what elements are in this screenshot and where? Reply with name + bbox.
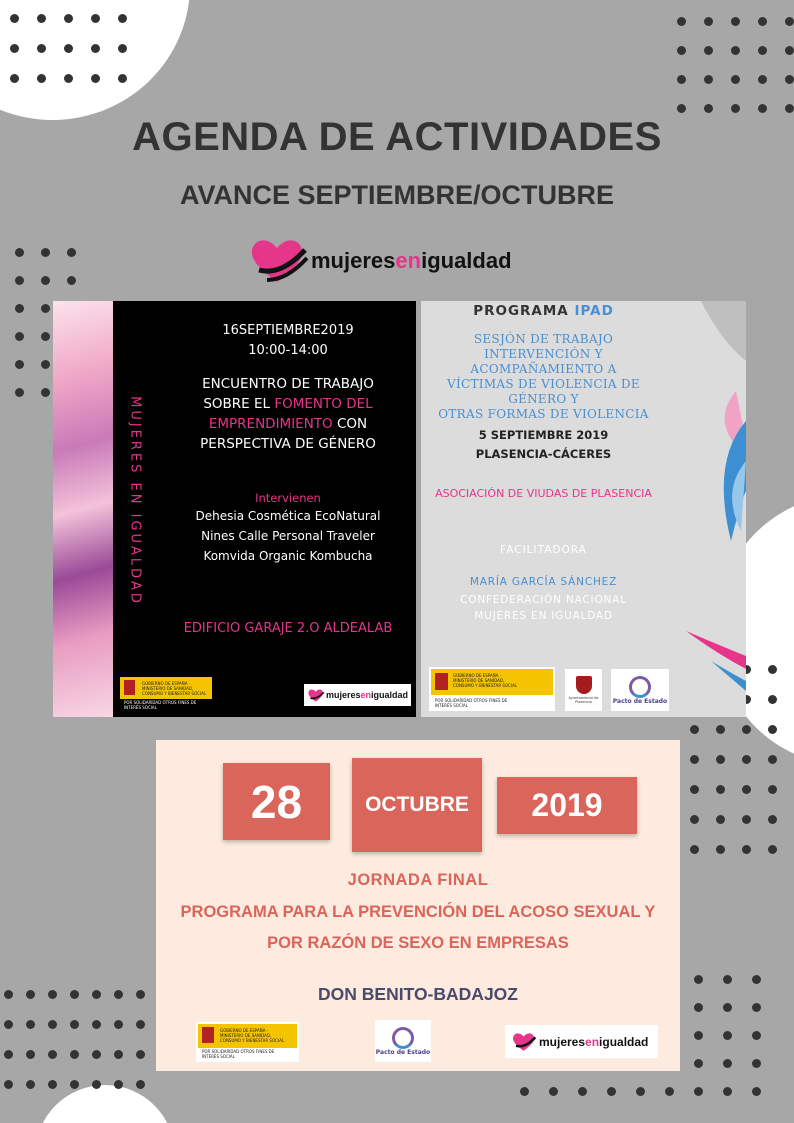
speakers-label: Intervienen: [255, 491, 321, 505]
date-day-box: 28: [223, 763, 330, 840]
government-badge: [196, 1022, 299, 1062]
heart-logo-icon: [307, 688, 325, 703]
program-title: PROGRAMA IPAD: [473, 303, 614, 319]
event-time: 10:00-14:00: [248, 343, 328, 358]
gov-badge-subtext: POR SOLIDARIDAD OTROS FINES DE INTERÉS SOCIAL: [202, 1049, 275, 1059]
vertical-brand-text: MUJERES EN IGUALDAD: [127, 396, 143, 606]
gov-badge-text: GOBIERNO DE ESPAÑA · MINISTERIO DE SANIDAD, CONSUMO Y BIENESTAR SOCIAL: [142, 681, 207, 696]
event-poster-jornada-final: [156, 740, 680, 1071]
ayuntamiento-plasencia-logo: Ayuntamiento de Plasencia: [565, 669, 602, 711]
event-type: JORNADA FINAL: [347, 871, 489, 889]
event-title-line: POR RAZÓN DE SEXO EN EMPRESAS: [267, 934, 569, 952]
facilitator-label: FACILITADORA: [500, 544, 587, 556]
host-association: ASOCIACIÓN DE VIUDAS DE PLASENCIA: [435, 487, 652, 500]
pacto-de-estado-logo: Pacto de Estado: [375, 1020, 431, 1062]
mujeres-en-igualdad-small-logo: mujeresenigualdad: [304, 684, 411, 706]
date-year-box: 2019: [497, 777, 637, 834]
event-place: DON BENITO-BADAJOZ: [318, 984, 518, 1004]
event-title-line: PROGRAMA PARA LA PREVENCIÓN DEL ACOSO SEXUAL Y: [180, 903, 656, 921]
speaker-item: Komvida Organic Kombucha: [203, 549, 373, 563]
gov-badge-text: GOBIERNO DE ESPAÑA · MINISTERIO DE SANIDAD, CONSUMO Y BIENESTAR SOCIAL: [453, 673, 518, 688]
mujeres-en-igualdad-small-logo: mujeresenigualdad: [505, 1025, 658, 1058]
government-badge: [118, 675, 214, 713]
event-place: PLASENCIA-CÁCERES: [475, 447, 612, 461]
pacto-de-estado-logo: Pacto de Estado: [611, 669, 669, 711]
dot-grid-bottom-left: [4, 990, 145, 1089]
event-poster-emprendimiento: [53, 301, 416, 717]
decorative-circle-bottom-left: [35, 1085, 175, 1123]
session-title: SESJÓN DE TRABAJO INTERVENCIÓN Y ACOMPAÑAMIENTO A VÍCTIMAS DE VIOLENCIA DE GÉNERO Y OTRAS FORMAS DE VIOLENCIA: [438, 332, 649, 421]
facilitator-org: CONFEDERACIÓN NACIONAL MUJERES EN IGUALDAD: [460, 594, 627, 622]
government-badge: [429, 667, 555, 711]
gov-badge-text: GOBIERNO DE ESPAÑA · MINISTERIO DE SANIDAD, CONSUMO Y BIENESTAR SOCIAL: [220, 1028, 285, 1043]
gov-badge-subtext: POR SOLIDARIDAD OTROS FINES DE INTERÉS SOCIAL: [124, 700, 197, 710]
event-title: ENCUENTRO DE TRABAJO SOBRE EL FOMENTO DEL EMPRENDIMIENTO CON PERSPECTIVA DE GÉNERO: [200, 376, 376, 452]
page-subtitle: AVANCE SEPTIEMBRE/OCTUBRE: [179, 180, 615, 210]
event-venue: EDIFICIO GARAJE 2.O ALDEALAB: [183, 621, 393, 636]
gov-badge-subtext: POR SOLIDARIDAD OTROS FINES DE INTERÉS SOCIAL: [435, 698, 508, 708]
speaker-item: Dehesia Cosmética EcoNatural: [195, 509, 381, 523]
heart-logo-icon: [511, 1031, 537, 1053]
decorative-watercolor-strip: [53, 301, 113, 717]
page-title: AGENDA DE ACTIVIDADES: [132, 115, 662, 159]
event-date: 5 SEPTIEMBRE 2019: [478, 428, 609, 442]
speaker-item: Nines Calle Personal Traveler: [201, 529, 375, 543]
dot-grid-top-right: [677, 17, 794, 113]
event-poster-ipad: [421, 301, 746, 717]
event-date: 16SEPTIEMBRE2019: [222, 323, 354, 338]
date-month-box: OCTUBRE: [352, 758, 482, 852]
heart-logo-icon: [247, 236, 309, 286]
facilitator-name: MARÍA GARCÍA SÁNCHEZ: [469, 576, 618, 588]
dot-grid-top-left: [10, 14, 127, 83]
mujeres-en-igualdad-logo: mujeresenigualdad: [247, 236, 512, 286]
